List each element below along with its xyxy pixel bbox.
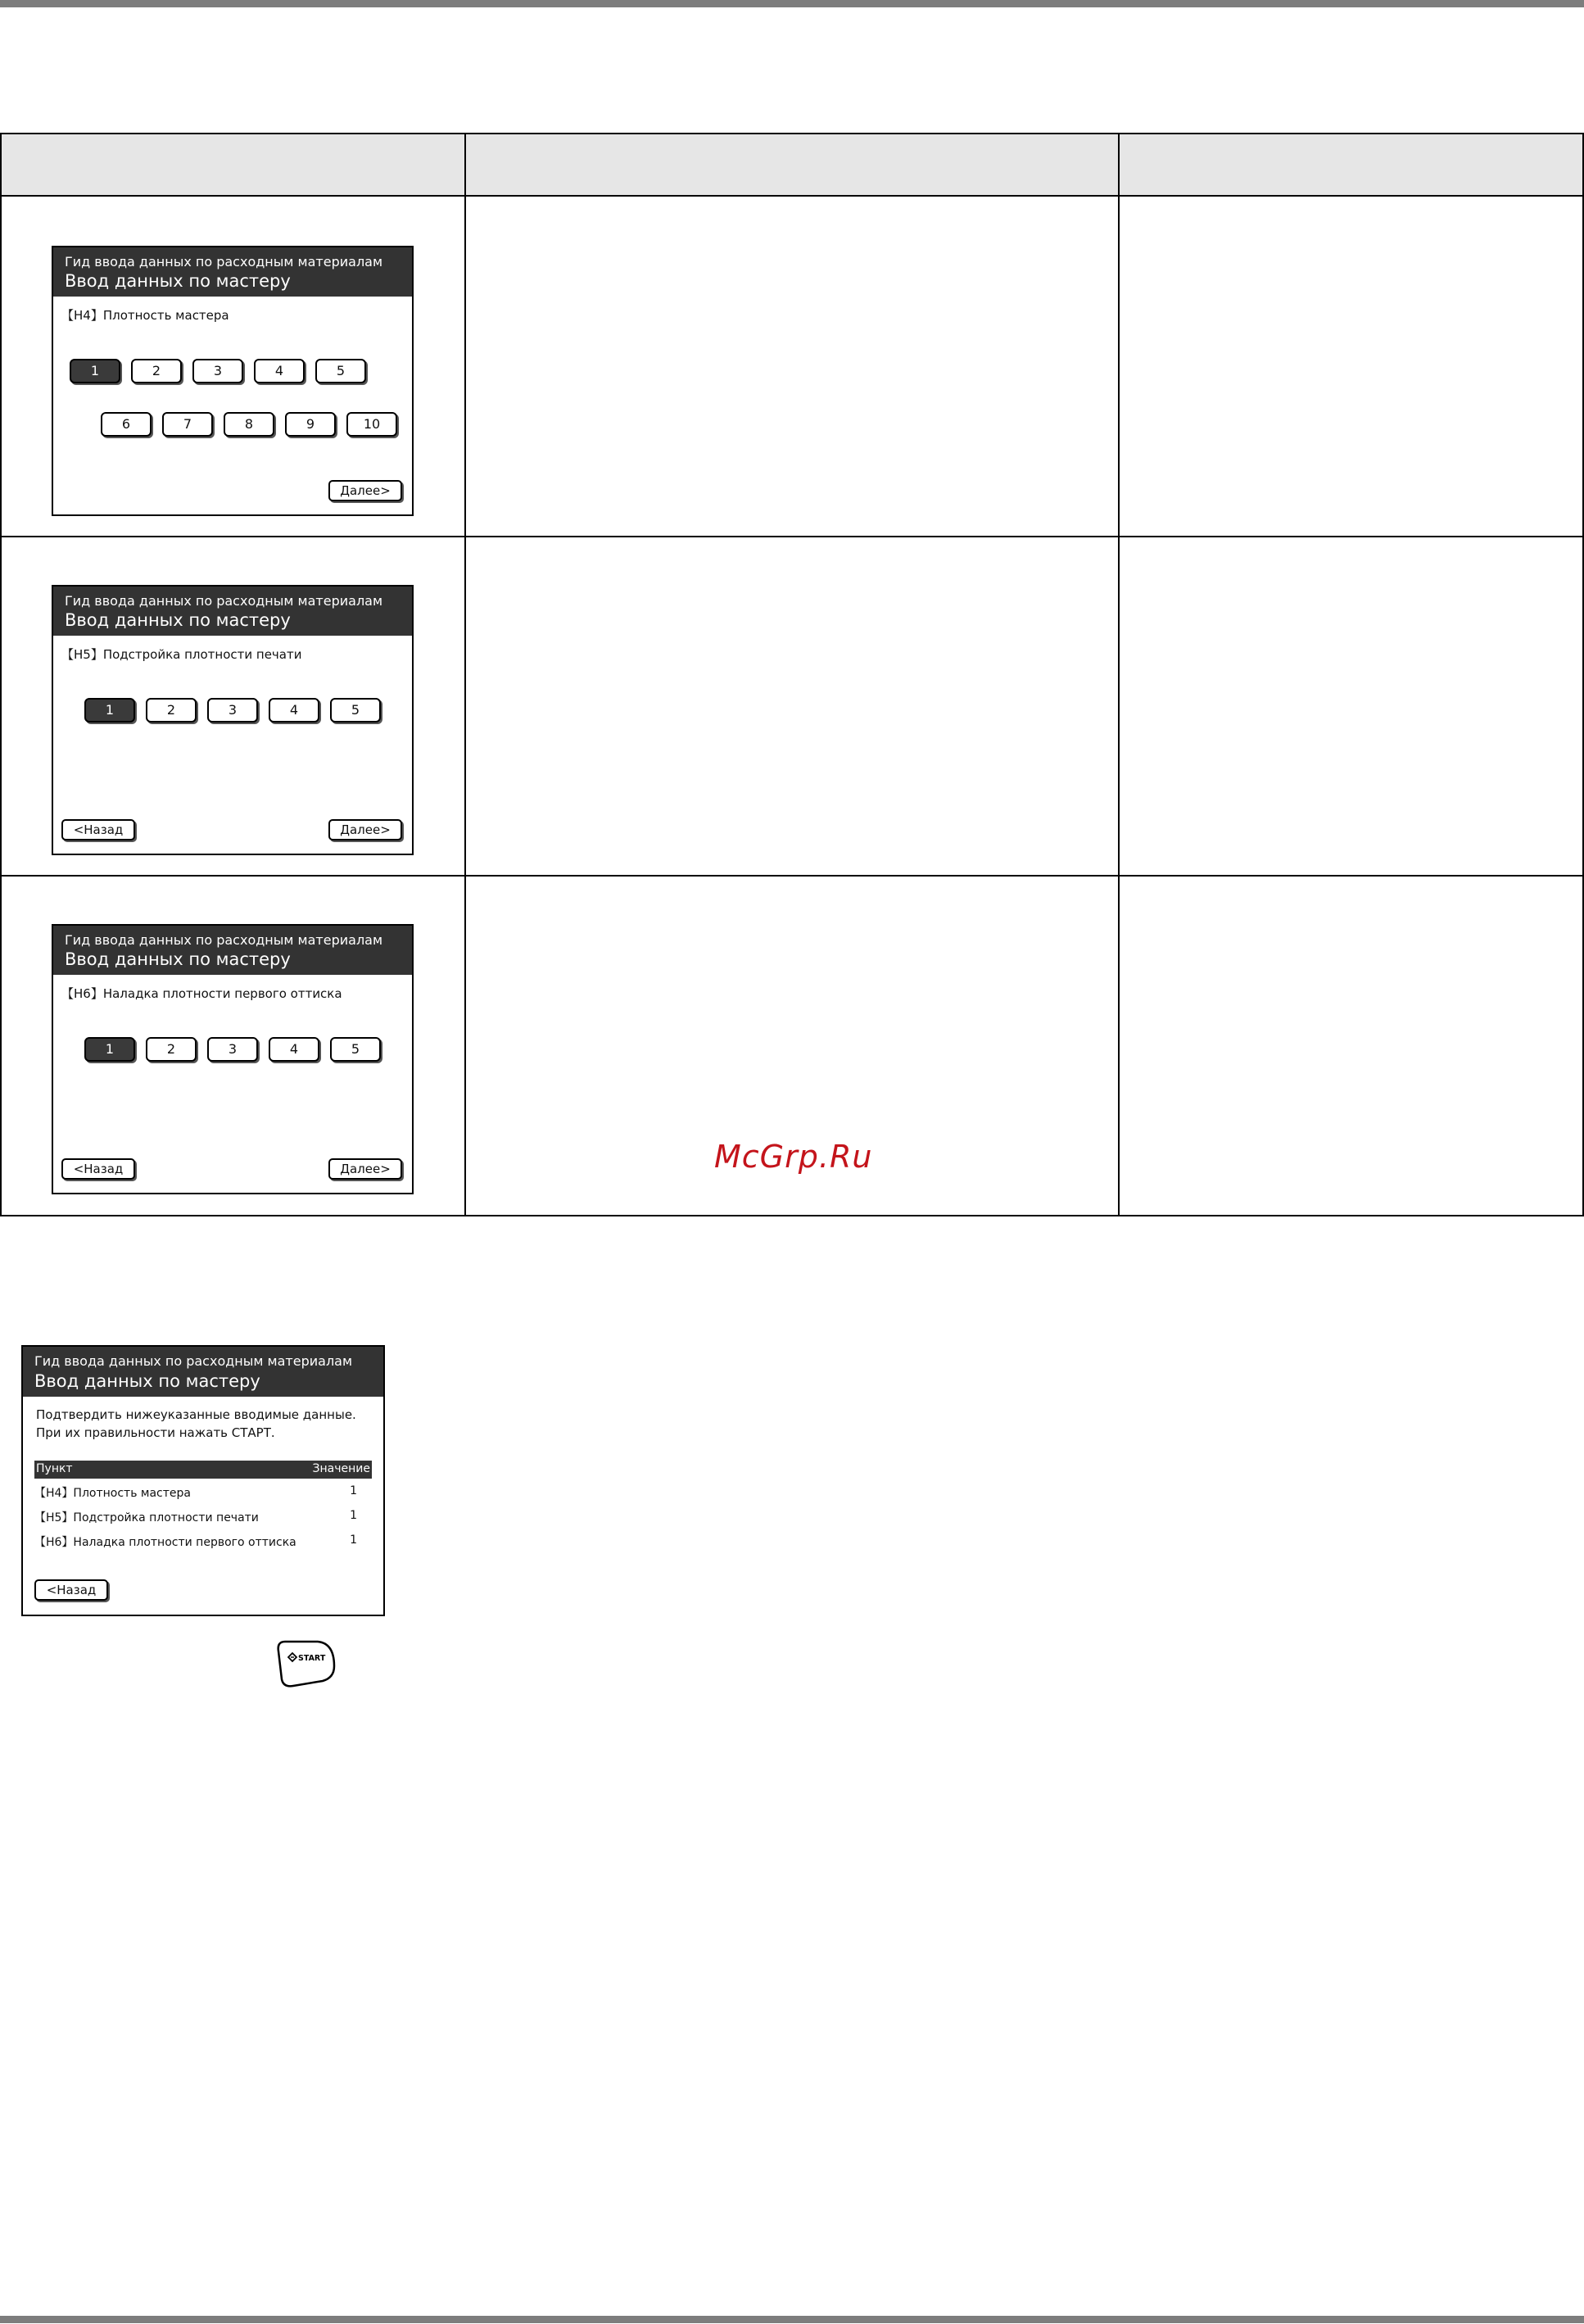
- screen-subtitle: Гид ввода данных по расходным материалам: [34, 1353, 353, 1369]
- value-key-2[interactable]: 2: [146, 698, 197, 723]
- value-key-5[interactable]: 5: [330, 1037, 381, 1062]
- value-key-4[interactable]: 4: [269, 1037, 319, 1062]
- row-divider: [2, 536, 1582, 537]
- col-item-header: Пункт: [36, 1462, 73, 1475]
- value-key-4[interactable]: 4: [254, 359, 305, 383]
- value-key-5[interactable]: 5: [330, 698, 381, 723]
- start-key-shape: [274, 1638, 337, 1689]
- setting-label: 【H4】Плотность мастера: [61, 308, 229, 323]
- next-button[interactable]: Далее>: [328, 480, 402, 501]
- screen-title-bar: [53, 926, 412, 975]
- row-value: 1: [350, 1509, 357, 1522]
- setting-label: 【H5】Подстройка плотности печати: [61, 647, 302, 662]
- column-divider: [1118, 134, 1120, 1215]
- settings-table: [0, 133, 1584, 1216]
- next-button[interactable]: Далее>: [328, 1158, 402, 1180]
- value-key-3[interactable]: 3: [207, 698, 258, 723]
- lcd-screen-h4: [52, 246, 414, 516]
- value-key-1[interactable]: 1: [84, 1037, 135, 1062]
- start-key[interactable]: [274, 1638, 337, 1689]
- row-item: 【H6】Наладка плотности первого оттиска: [34, 1536, 296, 1549]
- screen-title-bar: [53, 247, 412, 297]
- top-rule: [0, 0, 1584, 7]
- row-item: 【H5】Подстройка плотности печати: [34, 1511, 259, 1524]
- value-key-3[interactable]: 3: [207, 1037, 258, 1062]
- back-button[interactable]: <Назад: [61, 1158, 135, 1180]
- screen-title-bar: [53, 587, 412, 636]
- value-key-2[interactable]: 2: [146, 1037, 197, 1062]
- screen-subtitle: Гид ввода данных по расходным материалам: [65, 593, 383, 609]
- screen-title: Ввод данных по мастеру: [65, 271, 291, 291]
- bottom-rule: [0, 2316, 1584, 2323]
- lcd-screen-h6: [52, 924, 414, 1194]
- row-item: 【H4】Плотность мастера: [34, 1487, 191, 1500]
- table-row: [34, 1507, 372, 1525]
- screen-title: Ввод данных по мастеру: [65, 610, 291, 630]
- row-value: 1: [350, 1484, 357, 1497]
- column-divider: [464, 134, 466, 1215]
- table-row: [34, 1532, 372, 1550]
- col-value-header: Значение: [312, 1462, 370, 1475]
- value-key-1[interactable]: 1: [70, 359, 120, 383]
- value-key-3[interactable]: 3: [192, 359, 243, 383]
- value-key-6[interactable]: 6: [101, 412, 152, 437]
- setting-label: 【H6】Наладка плотности первого оттиска: [61, 986, 342, 1001]
- value-key-4[interactable]: 4: [269, 698, 319, 723]
- screen-title: Ввод данных по мастеру: [65, 949, 291, 969]
- screen-title-bar: [23, 1347, 383, 1397]
- watermark: McGrp.Ru: [714, 1139, 873, 1175]
- confirm-message-line1: Подтвердить нижеуказанные вводимые данные.: [36, 1407, 356, 1422]
- back-button[interactable]: <Назад: [61, 819, 135, 840]
- next-button[interactable]: Далее>: [328, 819, 402, 840]
- lcd-screen-h5: [52, 585, 414, 855]
- value-key-9[interactable]: 9: [285, 412, 336, 437]
- table-row: [34, 1483, 372, 1501]
- screen-subtitle: Гид ввода данных по расходным материалам: [65, 254, 383, 270]
- table-header: [2, 134, 1582, 197]
- value-key-2[interactable]: 2: [131, 359, 182, 383]
- screen-title: Ввод данных по мастеру: [34, 1371, 260, 1391]
- value-key-1[interactable]: 1: [84, 698, 135, 723]
- lcd-confirm-screen: [21, 1345, 385, 1616]
- value-key-5[interactable]: 5: [315, 359, 366, 383]
- screen-subtitle: Гид ввода данных по расходным материалам: [65, 932, 383, 948]
- row-divider: [2, 875, 1582, 877]
- row-value: 1: [350, 1533, 357, 1547]
- back-button[interactable]: <Назад: [34, 1579, 108, 1601]
- value-key-7[interactable]: 7: [162, 412, 213, 437]
- start-key-label: START: [298, 1654, 326, 1663]
- confirm-message-line2: При их правильности нажать СТАРТ.: [36, 1425, 275, 1440]
- value-key-10[interactable]: 10: [346, 412, 397, 437]
- value-key-8[interactable]: 8: [224, 412, 274, 437]
- confirm-table-header: [34, 1461, 372, 1479]
